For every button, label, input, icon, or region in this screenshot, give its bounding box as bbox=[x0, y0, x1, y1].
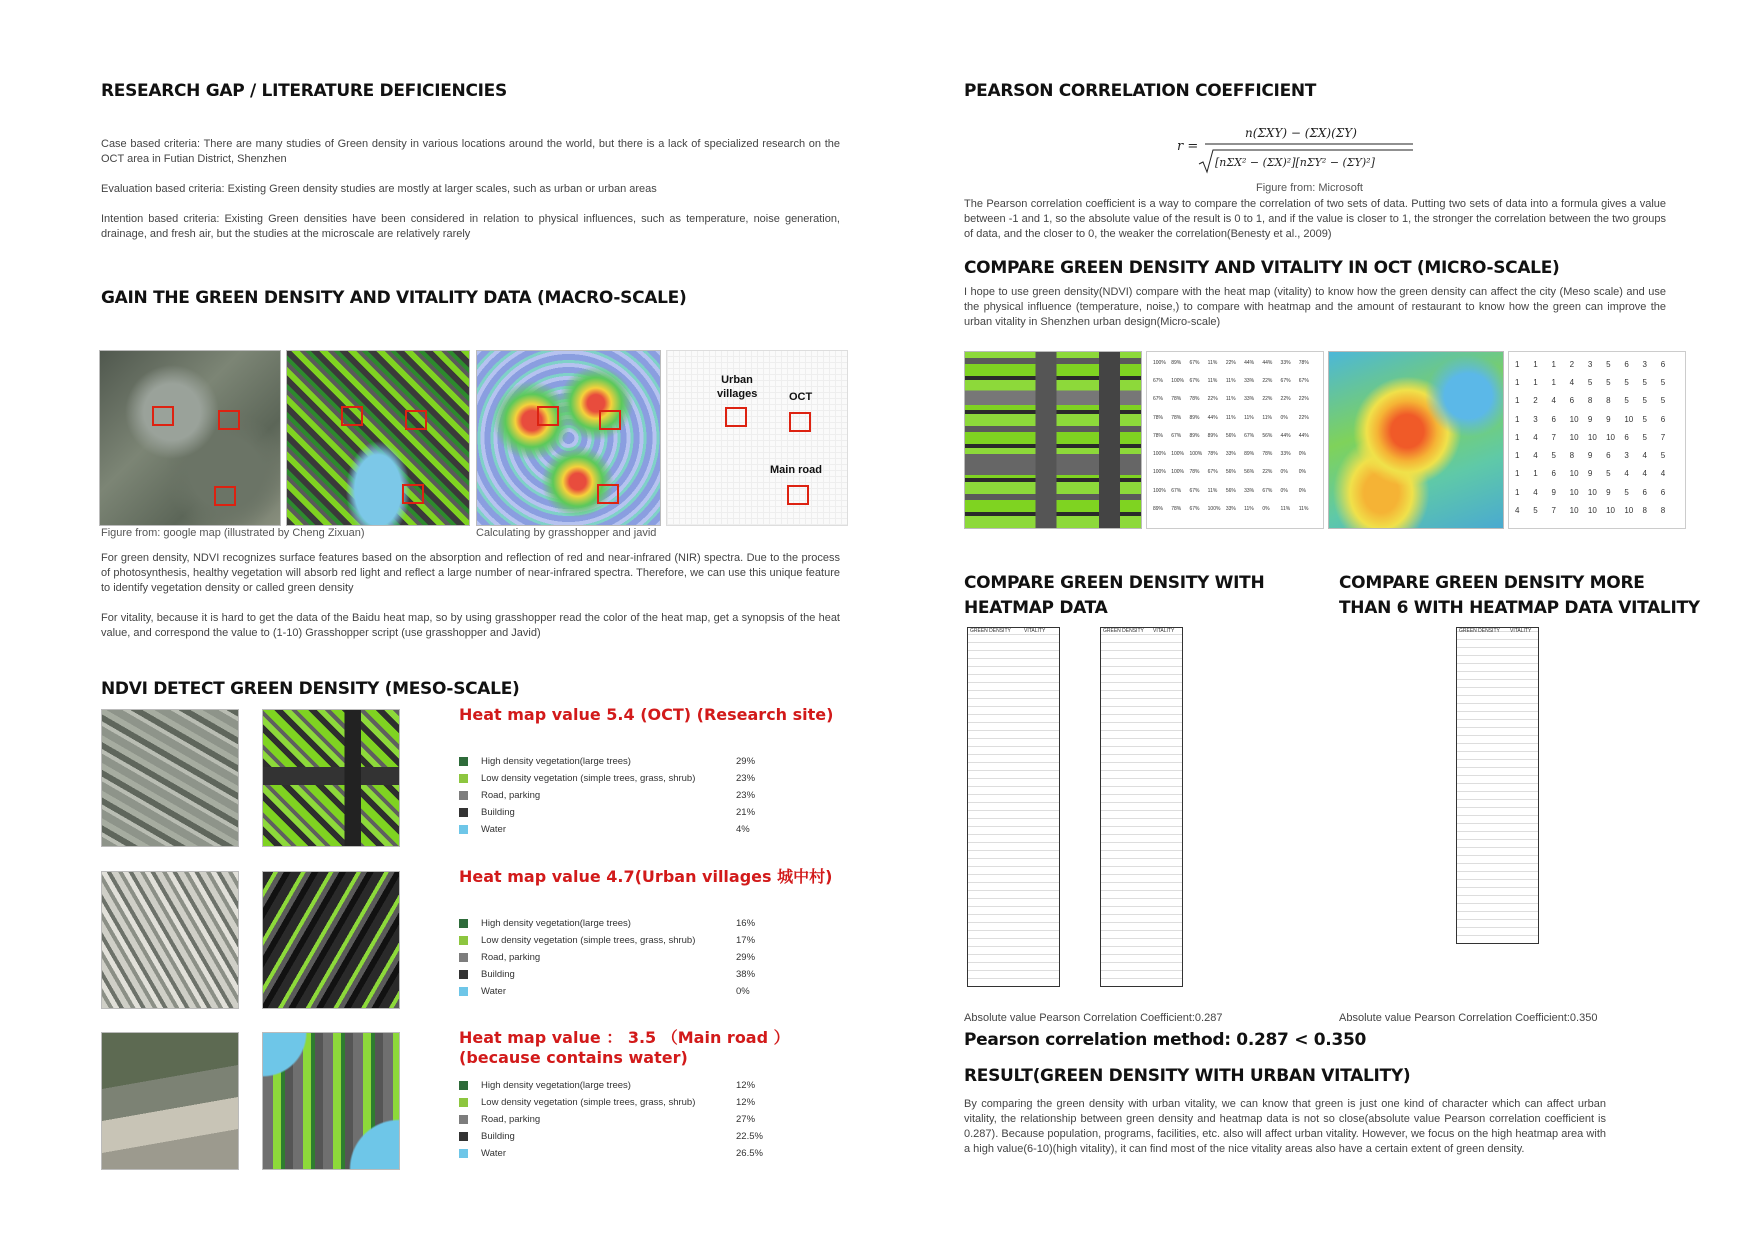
compare1-table-right bbox=[1100, 627, 1183, 987]
legend-swatch bbox=[459, 970, 468, 979]
grid-cell: 33% bbox=[1225, 505, 1236, 512]
grid-cell: 11% bbox=[1262, 414, 1272, 421]
grid-cell: 10 bbox=[1569, 505, 1579, 515]
grid-cell: 3 bbox=[1642, 360, 1647, 369]
grid-cell: 9 bbox=[1606, 487, 1611, 497]
compare1-title bbox=[964, 571, 1264, 621]
study-area-marker bbox=[537, 406, 559, 426]
grid-cell: 4 bbox=[1533, 487, 1538, 497]
macro-vitality-paragraph: For vitality, because it is hard to get the data of the Baidu heat map, so by using grasshopper read the color of the heat map, get a synopsis of the heat value, and correspond the value to (1-10) Grasshopper script (use grasshopper and Javid) bbox=[101, 612, 840, 639]
grid-cell: 5 bbox=[1660, 378, 1666, 388]
urban-villages-label: Urban villages bbox=[717, 374, 758, 400]
study-area-marker bbox=[599, 410, 621, 430]
grid-cell: 1 bbox=[1515, 378, 1520, 388]
grid-cell: 22% bbox=[1298, 396, 1309, 403]
grid-cell: 3 bbox=[1587, 360, 1593, 369]
grid-cell: 11% bbox=[1244, 414, 1254, 421]
grid-cell: 4 bbox=[1533, 432, 1538, 442]
grid-cell: 67% bbox=[1298, 378, 1309, 385]
grid-cell: 44% bbox=[1244, 360, 1255, 366]
grid-cell: 4 bbox=[1642, 451, 1647, 461]
grid-cell: 11% bbox=[1244, 505, 1254, 512]
grid-cell: 56% bbox=[1225, 469, 1236, 476]
grid-cell: 100% bbox=[1153, 487, 1166, 494]
grid-cell: 100% bbox=[1189, 451, 1203, 458]
macro-caption-grasshopper: Calculating by grasshopper and javid bbox=[476, 527, 657, 539]
macro-title: GAIN THE GREEN DENSITY AND VITALITY DATA (MACRO-SCALE) bbox=[101, 288, 687, 308]
grid-cell: 1 bbox=[1515, 432, 1520, 442]
oct-marker bbox=[789, 412, 811, 432]
legend-label: High density vegetation(large trees) bbox=[481, 918, 631, 929]
study-area-marker bbox=[341, 406, 363, 426]
grid-cell: 5 bbox=[1606, 378, 1611, 388]
grid-cell: 10 bbox=[1624, 505, 1634, 515]
legend-value: 12% bbox=[736, 1080, 756, 1091]
compare1-title-line1: COMPARE GREEN DENSITY WITH bbox=[964, 573, 1265, 593]
grid-cell: 8 bbox=[1642, 505, 1647, 515]
legend-swatch bbox=[459, 953, 468, 962]
research-gap-evaluation: Evaluation based criteria: Existing Green density studies are mostly at larger scales, such as urban or urban areas bbox=[101, 183, 657, 195]
study-area-marker bbox=[405, 410, 427, 430]
compare2-title-line1: COMPARE GREEN DENSITY MORE bbox=[1339, 573, 1645, 593]
grid-cell: 89% bbox=[1153, 505, 1164, 512]
legend-row bbox=[459, 1094, 759, 1111]
grid-cell: 5 bbox=[1642, 414, 1647, 424]
legend-row bbox=[459, 1111, 759, 1128]
grid-cell: 7 bbox=[1660, 432, 1666, 442]
grid-cell: 56% bbox=[1262, 432, 1273, 439]
study-area-marker bbox=[402, 484, 424, 504]
legend-label: Building bbox=[481, 807, 515, 818]
grid-cell: 44% bbox=[1262, 360, 1273, 366]
compare1-table-left bbox=[967, 627, 1060, 987]
legend-value: 22.5% bbox=[736, 1131, 763, 1142]
legend-swatch bbox=[459, 791, 468, 800]
legend-label: Low density vegetation (simple trees, grass, shrub) bbox=[481, 935, 696, 946]
grid-cell: 100% bbox=[1153, 469, 1166, 476]
legend-row bbox=[459, 983, 759, 1000]
grid-cell: 78% bbox=[1189, 469, 1200, 476]
research-gap-title: RESEARCH GAP / LITERATURE DEFICIENCIES bbox=[101, 81, 507, 101]
grid-cell: 67% bbox=[1189, 360, 1200, 366]
ndvi-map-image bbox=[286, 350, 470, 526]
grid-cell: 11% bbox=[1207, 378, 1218, 385]
grid-cell: 67% bbox=[1153, 378, 1164, 385]
grid-cell: 9 bbox=[1587, 469, 1593, 479]
grid-cell: 6 bbox=[1642, 487, 1647, 497]
grid-cell: 100% bbox=[1153, 451, 1166, 458]
grid-cell: 33% bbox=[1244, 487, 1255, 494]
grid-cell: 67% bbox=[1280, 378, 1291, 385]
legend-value: 21% bbox=[736, 807, 756, 818]
legend-row bbox=[459, 753, 759, 770]
legend-swatch bbox=[459, 936, 468, 945]
legend-value: 17% bbox=[736, 935, 756, 946]
urban-villages-ndvi-classification bbox=[262, 871, 400, 1009]
grid-cell: 10 bbox=[1587, 505, 1597, 515]
legend-value: 38% bbox=[736, 969, 756, 980]
legend-row bbox=[459, 821, 759, 838]
legend-swatch bbox=[459, 757, 468, 766]
macro-ndvi-paragraph: For green density, NDVI recognizes surface features based on the absorption and reflection of red and near-infrared (NIR) spectra. Due to the process of photosynthesis, healthy vegetation will absorb red light and reflect a large number of near-infrared spectra. Therefore, we can use this unique feature to identify vegetation density or called green density bbox=[101, 552, 840, 594]
grid-cell: 1 bbox=[1533, 378, 1538, 388]
grid-cell: 5 bbox=[1624, 396, 1629, 406]
grid-cell: 1 bbox=[1515, 414, 1520, 424]
grid-cell: 5 bbox=[1533, 505, 1538, 515]
main-road-heatmap-value: Heat map value ： 3.5 （Main road ） (because contains water) bbox=[459, 1028, 790, 1067]
grid-cell: 78% bbox=[1171, 396, 1182, 403]
main-road-legend bbox=[459, 1077, 763, 1162]
grid-cell: 100% bbox=[1171, 378, 1185, 385]
grid-cell: 100% bbox=[1153, 360, 1166, 366]
grid-cell: 89% bbox=[1207, 432, 1218, 439]
grid-cell: 67% bbox=[1153, 396, 1164, 403]
study-area-marker bbox=[597, 484, 619, 504]
legend-row bbox=[459, 770, 759, 787]
grid-cell: 10 bbox=[1587, 487, 1597, 497]
grid-cell: 6 bbox=[1551, 414, 1556, 424]
legend-row bbox=[459, 1077, 759, 1094]
grid-cell: 5 bbox=[1551, 451, 1556, 461]
grid-cell: 4 bbox=[1515, 505, 1520, 515]
table-header-vitality: VITALITY bbox=[1153, 628, 1175, 634]
legend-label: Water bbox=[481, 824, 506, 835]
legend-swatch bbox=[459, 774, 468, 783]
grid-cell: 10 bbox=[1569, 469, 1579, 479]
compare1-title-line2: HEATMAP DATA bbox=[964, 598, 1108, 618]
grid-cell: 11% bbox=[1225, 378, 1236, 385]
grid-cell: 100% bbox=[1171, 451, 1185, 458]
grid-cell: 10 bbox=[1569, 432, 1579, 442]
grid-cell: 1 bbox=[1515, 396, 1520, 406]
grid-cell: 78% bbox=[1298, 360, 1309, 366]
result-paragraph: By comparing the green density with urban vitality, we can know that green is just one kind of character which can affect urban vitality, the relationship between green density and heatmap data is not so close(absolute value Pearson correlation coefficient is 0.287). Because population, programs, facilities, etc. also will affect urban vitality. However, we focus on the high heatmap area with a high value(6-10)(high vitality), it can find most of the nice vitality areas also have a certain extent of green density. bbox=[964, 1098, 1606, 1155]
micro-title: COMPARE GREEN DENSITY AND VITALITY IN OCT (MICRO-SCALE) bbox=[964, 258, 1560, 278]
grid-cell: 8 bbox=[1606, 396, 1611, 406]
grid-cell: 10 bbox=[1569, 487, 1579, 497]
legend-value: 27% bbox=[736, 1114, 756, 1125]
grid-cell: 9 bbox=[1606, 414, 1611, 424]
grid-cell: 6 bbox=[1660, 414, 1666, 424]
grid-cell: 2 bbox=[1569, 360, 1575, 369]
grid-cell: 6 bbox=[1660, 487, 1666, 497]
legend-label: Building bbox=[481, 969, 515, 980]
legend-swatch bbox=[459, 1081, 468, 1090]
legend-row bbox=[459, 787, 759, 804]
grid-cell: 1 bbox=[1533, 360, 1538, 369]
grid-cell: 67% bbox=[1171, 487, 1182, 494]
legend-label: Building bbox=[481, 1131, 515, 1142]
grid-cell: 33% bbox=[1280, 360, 1291, 366]
micro-paragraph: I hope to use green density(NDVI) compare with the heat map (vitality) to know how the green density can affect the city (Meso scale) and use the physical influence (temperature, noise,) to compare with heatmap and the amount of restaurant to know how the green can improve the urban vitality in Shenzhen urban design(Micro-scale) bbox=[964, 286, 1666, 328]
grid-cell: 56% bbox=[1225, 487, 1236, 494]
grid-cell: 67% bbox=[1244, 432, 1255, 439]
grid-cell: 4 bbox=[1642, 469, 1647, 479]
grid-cell: 8 bbox=[1587, 396, 1593, 406]
research-gap-intention: Intention based criteria: Existing Green densities have been considered in relation to physical influences, such as temperature, noise generation, drainage, and fresh air, but the studies at the microscale are relatively rarely bbox=[101, 213, 840, 240]
grid-cell: 0% bbox=[1298, 487, 1306, 494]
grid-cell: 6 bbox=[1606, 451, 1611, 461]
grid-cell: 22% bbox=[1225, 360, 1236, 366]
legend-swatch bbox=[459, 919, 468, 928]
study-area-marker bbox=[214, 486, 236, 506]
legend-label: High density vegetation(large trees) bbox=[481, 1080, 631, 1091]
legend-row bbox=[459, 804, 759, 821]
svg-text:[nΣX² − (ΣX)²][nΣY² − (ΣY)²]: [nΣX² − (ΣX)²][nΣY² − (ΣY)²] bbox=[1215, 156, 1375, 169]
grid-cell: 0% bbox=[1280, 487, 1288, 494]
grid-cell: 8 bbox=[1569, 451, 1575, 461]
urban-villages-aerial-photo bbox=[101, 871, 239, 1009]
legend-value: 29% bbox=[736, 952, 756, 963]
legend-value: 4% bbox=[736, 824, 750, 835]
grid-cell: 1 bbox=[1515, 451, 1520, 461]
grid-cell: 33% bbox=[1244, 396, 1255, 403]
grid-cell: 9 bbox=[1587, 414, 1593, 424]
grid-cell: 44% bbox=[1298, 432, 1309, 439]
grid-cell: 22% bbox=[1262, 378, 1273, 385]
legend-swatch bbox=[459, 1132, 468, 1141]
macro-caption-map: Figure from: google map (illustrated by Cheng Zixuan) bbox=[101, 527, 365, 539]
table-header-green-density: GREEN DENSITY bbox=[1103, 628, 1144, 634]
grid-cell: 67% bbox=[1189, 505, 1200, 512]
grid-cell: 0% bbox=[1298, 469, 1306, 476]
grid-cell: 67% bbox=[1262, 487, 1273, 494]
oct-label: OCT bbox=[789, 391, 813, 403]
grid-cell: 67% bbox=[1207, 469, 1218, 476]
legend-swatch bbox=[459, 1115, 468, 1124]
legend-value: 0% bbox=[736, 986, 750, 997]
grid-cell: 5 bbox=[1642, 432, 1647, 442]
main-road-label: Main road bbox=[770, 464, 822, 476]
grid-cell: 0% bbox=[1280, 469, 1288, 476]
grid-cell: 10 bbox=[1606, 505, 1616, 515]
grid-cell: 44% bbox=[1280, 432, 1291, 439]
legend-value: 26.5% bbox=[736, 1148, 763, 1159]
grid-cell: 78% bbox=[1153, 432, 1164, 439]
micro-ndvi-pixel-map bbox=[964, 351, 1142, 529]
main-road-marker bbox=[787, 485, 809, 505]
grid-cell: 7 bbox=[1551, 505, 1556, 515]
study-area-marker bbox=[218, 410, 240, 430]
grid-cell: 5 bbox=[1660, 396, 1666, 406]
grid-cell: 1 bbox=[1515, 487, 1520, 497]
legend-label: Road, parking bbox=[481, 790, 541, 801]
pearson-title: PEARSON CORRELATION COEFFICIENT bbox=[964, 81, 1317, 101]
grid-cell: 4 bbox=[1551, 396, 1556, 406]
grid-sample-map bbox=[666, 350, 848, 526]
grid-cell: 89% bbox=[1189, 414, 1200, 421]
grid-cell: 6 bbox=[1624, 432, 1629, 442]
table-header-green-density: GREEN DENSITY bbox=[1459, 628, 1500, 634]
legend-label: High density vegetation(large trees) bbox=[481, 756, 631, 767]
grid-cell: 78% bbox=[1153, 414, 1164, 421]
grid-cell: 0% bbox=[1280, 414, 1288, 421]
pearson-formula-image bbox=[1175, 120, 1415, 180]
grid-cell: 1 bbox=[1551, 378, 1556, 388]
grid-cell: 8 bbox=[1660, 505, 1666, 515]
grid-cell: 89% bbox=[1171, 360, 1182, 366]
grid-cell: 100% bbox=[1207, 505, 1221, 512]
grid-cell: 22% bbox=[1280, 396, 1291, 403]
compare2-title-line2: THAN 6 WITH HEATMAP DATA VITALITY bbox=[1339, 598, 1700, 618]
legend-value: 12% bbox=[736, 1097, 756, 1108]
grid-cell: 6 bbox=[1660, 360, 1666, 369]
grid-cell: 78% bbox=[1262, 451, 1273, 458]
grid-cell: 0% bbox=[1262, 505, 1270, 512]
grid-cell: 7 bbox=[1551, 432, 1556, 442]
legend-label: Road, parking bbox=[481, 1114, 541, 1125]
urban-villages-marker bbox=[725, 407, 747, 427]
grid-cell: 10 bbox=[1606, 432, 1616, 442]
grid-cell: 1 bbox=[1515, 360, 1520, 369]
pearson-paragraph: The Pearson correlation coefficient is a way to compare the correlation of two sets of data. Putting two sets of data into a formula gives a value between -1 and 1, so the absolute value of the result is 0 to 1, and if the value is closer to 1, the stronger the correlation between the two groups of data, and the closer to 0, the weaker the correlation(Benesty et al., 2009) bbox=[964, 198, 1666, 240]
grid-cell: 44% bbox=[1207, 414, 1218, 421]
grid-cell: 6 bbox=[1569, 396, 1575, 406]
table-header-vitality: VITALITY bbox=[1510, 628, 1532, 634]
main-road-ndvi-classification bbox=[262, 1032, 400, 1170]
oct-ndvi-classification bbox=[262, 709, 400, 847]
grid-cell: 4 bbox=[1533, 451, 1538, 461]
micro-heat-map bbox=[1328, 351, 1504, 529]
grid-cell: 33% bbox=[1280, 451, 1291, 458]
legend-label: Water bbox=[481, 986, 506, 997]
grid-cell: 3 bbox=[1624, 451, 1629, 461]
legend-row bbox=[459, 966, 759, 983]
svg-text:n(ΣXY) − (ΣX)(ΣY): n(ΣXY) − (ΣX)(ΣY) bbox=[1245, 126, 1357, 140]
study-area-marker bbox=[152, 406, 174, 426]
legend-value: 16% bbox=[736, 918, 756, 929]
grid-cell: 22% bbox=[1298, 414, 1309, 421]
grid-cell: 67% bbox=[1171, 432, 1182, 439]
grid-cell: 22% bbox=[1262, 469, 1273, 476]
grid-cell: 9 bbox=[1551, 487, 1556, 497]
legend-swatch bbox=[459, 1098, 468, 1107]
grid-cell: 1 bbox=[1515, 469, 1520, 479]
main-road-aerial-photo bbox=[101, 1032, 239, 1170]
grid-cell: 9 bbox=[1587, 451, 1593, 461]
legend-swatch bbox=[459, 987, 468, 996]
micro-green-density-percent-grid bbox=[1146, 351, 1324, 529]
grid-cell: 56% bbox=[1244, 469, 1255, 476]
compare2-abs-coefficient: Absolute value Pearson Correlation Coefficient:0.350 bbox=[1339, 1012, 1598, 1024]
formula-caption: Figure from: Microsoft bbox=[1256, 182, 1363, 194]
grid-cell: 1 bbox=[1533, 469, 1538, 479]
grid-cell: 5 bbox=[1606, 360, 1611, 369]
legend-row bbox=[459, 1128, 763, 1145]
grid-cell: 4 bbox=[1569, 378, 1575, 388]
grid-cell: 1 bbox=[1551, 360, 1556, 369]
oct-heatmap-value: Heat map value 5.4 (OCT) (Research site) bbox=[459, 705, 834, 724]
legend-label: Low density vegetation (simple trees, grass, shrub) bbox=[481, 1097, 696, 1108]
grid-cell: 5 bbox=[1606, 469, 1611, 479]
grid-cell: 33% bbox=[1244, 378, 1255, 385]
grid-cell: 5 bbox=[1624, 487, 1629, 497]
compare2-title bbox=[1339, 571, 1700, 621]
grid-cell: 89% bbox=[1189, 432, 1200, 439]
legend-value: 29% bbox=[736, 756, 756, 767]
grid-cell: 56% bbox=[1225, 432, 1236, 439]
oct-legend bbox=[459, 753, 759, 838]
legend-swatch bbox=[459, 808, 468, 817]
grid-cell: 22% bbox=[1207, 396, 1218, 403]
legend-row bbox=[459, 932, 759, 949]
grid-cell: 11% bbox=[1298, 505, 1309, 512]
grid-cell: 6 bbox=[1624, 360, 1629, 369]
grid-cell: 89% bbox=[1244, 451, 1255, 458]
micro-vitality-number-grid bbox=[1508, 351, 1686, 529]
grid-cell: 78% bbox=[1171, 414, 1182, 421]
grid-cell: 22% bbox=[1262, 396, 1273, 403]
table-header-green-density: GREEN DENSITY bbox=[970, 628, 1011, 634]
table-header-vitality: VITALITY bbox=[1024, 628, 1046, 634]
grid-cell: 4 bbox=[1624, 469, 1629, 479]
grid-cell: 100% bbox=[1171, 469, 1185, 476]
legend-row bbox=[459, 1145, 763, 1162]
grid-cell: 11% bbox=[1225, 414, 1236, 421]
grid-cell: 5 bbox=[1642, 396, 1647, 406]
grid-cell: 67% bbox=[1189, 378, 1200, 385]
grid-cell: 78% bbox=[1171, 505, 1182, 512]
legend-label: Water bbox=[481, 1148, 506, 1159]
urban-villages-heatmap-value: Heat map value 4.7(Urban villages 城中村) bbox=[459, 867, 833, 886]
svg-text:r =: r = bbox=[1177, 139, 1199, 154]
result-title: RESULT(GREEN DENSITY WITH URBAN VITALITY) bbox=[964, 1066, 1411, 1086]
grid-cell: 11% bbox=[1280, 505, 1291, 512]
legend-row bbox=[459, 915, 759, 932]
legend-swatch bbox=[459, 825, 468, 834]
grid-cell: 10 bbox=[1569, 414, 1579, 424]
legend-swatch bbox=[459, 1149, 468, 1158]
grid-cell: 4 bbox=[1660, 469, 1666, 479]
grid-cell: 11% bbox=[1225, 396, 1236, 403]
legend-row bbox=[459, 949, 759, 966]
meso-title: NDVI DETECT GREEN DENSITY (MESO-SCALE) bbox=[101, 679, 520, 699]
grid-cell: 2 bbox=[1533, 396, 1538, 406]
compare2-table bbox=[1456, 627, 1539, 944]
grid-cell: 5 bbox=[1660, 451, 1666, 461]
grid-cell: 78% bbox=[1189, 396, 1200, 403]
grid-cell: 67% bbox=[1189, 487, 1200, 494]
heat-map-image bbox=[476, 350, 661, 526]
research-gap-case: Case based criteria: There are many studies of Green density in various locations around the world, but there is a lack of specialized research on the OCT area in Futian District, Shenzhen bbox=[101, 138, 840, 165]
grid-cell: 5 bbox=[1587, 378, 1593, 388]
grid-cell: 11% bbox=[1207, 487, 1218, 494]
compare1-abs-coefficient: Absolute value Pearson Correlation Coefficient:0.287 bbox=[964, 1012, 1223, 1024]
legend-label: Low density vegetation (simple trees, grass, shrub) bbox=[481, 773, 696, 784]
oct-aerial-photo bbox=[101, 709, 239, 847]
grid-cell: 6 bbox=[1551, 469, 1556, 479]
grid-cell: 10 bbox=[1624, 414, 1634, 424]
pearson-method-result: Pearson correlation method: 0.287 < 0.350 bbox=[964, 1030, 1367, 1050]
legend-value: 23% bbox=[736, 790, 756, 801]
grid-cell: 11% bbox=[1207, 360, 1218, 366]
grid-cell: 5 bbox=[1624, 378, 1629, 388]
grid-cell: 0% bbox=[1298, 451, 1306, 458]
satellite-map-image bbox=[99, 350, 281, 526]
legend-label: Road, parking bbox=[481, 952, 541, 963]
grid-cell: 3 bbox=[1533, 414, 1538, 424]
grid-cell: 33% bbox=[1225, 451, 1236, 458]
grid-cell: 78% bbox=[1207, 451, 1218, 458]
urban-villages-legend bbox=[459, 915, 759, 1000]
legend-value: 23% bbox=[736, 773, 756, 784]
grid-cell: 5 bbox=[1642, 378, 1647, 388]
grid-cell: 10 bbox=[1587, 432, 1597, 442]
